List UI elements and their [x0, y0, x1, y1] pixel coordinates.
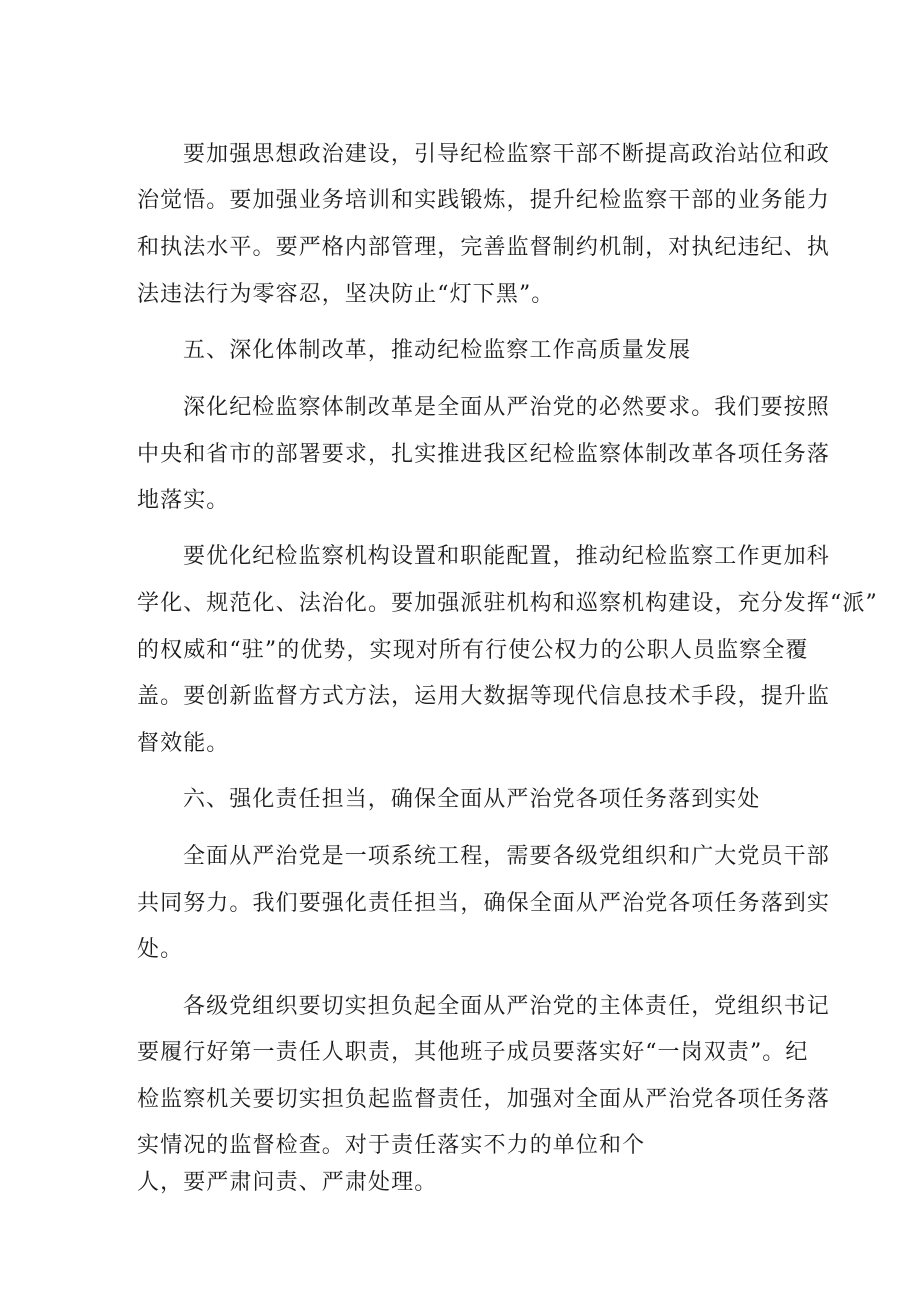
paragraph-line: 深化纪检监察体制改革是全面从严治党的必然要求。我们要按照	[183, 395, 830, 420]
paragraph-line: 地落实。	[137, 488, 230, 513]
paragraph-line: 要履行好第一责任人职责，其他班子成员要落实好“一岗双责”。纪	[137, 1040, 809, 1065]
paragraph-line: 学化、规范化、法治化。要加强派驻机构和巡察机构建设，充分发挥“派”	[137, 591, 878, 616]
section-heading: 六、强化责任担当，确保全面从严治党各项任务落到实处	[183, 787, 761, 812]
paragraph-line: 各级党组织要切实担负起全面从严治党的主体责任，党组织书记	[183, 994, 830, 1019]
paragraph-line: 要加强思想政治建设，引导纪检监察干部不断提高政治站位和政	[183, 142, 830, 167]
paragraph-line: 检监察机关要切实担负起监督责任，加强对全面从严治党各项任务落	[137, 1087, 831, 1112]
paragraph-line: 督效能。	[137, 731, 230, 756]
paragraph-line: 全面从严治党是一项系统工程，需要各级党组织和广大党员干部	[183, 844, 830, 869]
paragraph-line: 人，要严肃问责、严肃处理。	[137, 1170, 438, 1195]
paragraph-line: 要优化纪检监察机构设置和职能配置，推动纪检监察工作更加科	[183, 544, 830, 569]
paragraph-line: 中央和省市的部署要求，扎实推进我区纪检监察体制改革各项任务落	[137, 442, 831, 467]
paragraph-line: 和执法水平。要严格内部管理，完善监督制约机制，对执纪违纪、执	[137, 235, 831, 260]
paragraph-line: 处。	[137, 937, 184, 962]
paragraph-line: 实情况的监督检查。对于责任落实不力的单位和个	[137, 1133, 646, 1158]
section-heading: 五、深化体制改革，推动纪检监察工作高质量发展	[183, 338, 692, 363]
paragraph-line: 盖。要创新监督方式方法，运用大数据等现代信息技术手段，提升监	[137, 684, 831, 709]
paragraph-line: 治觉悟。要加强业务培训和实践锻炼，提升纪检监察干部的业务能力	[137, 188, 831, 213]
paragraph-line: 的权威和“驻”的优势，实现对所有行使公权力的公职人员监察全覆	[137, 638, 809, 663]
paragraph-line: 法违法行为零容忍，坚决防止“灯下黑”。	[137, 282, 555, 307]
paragraph-line: 共同努力。我们要强化责任担当，确保全面从严治党各项任务落到实	[137, 891, 831, 916]
